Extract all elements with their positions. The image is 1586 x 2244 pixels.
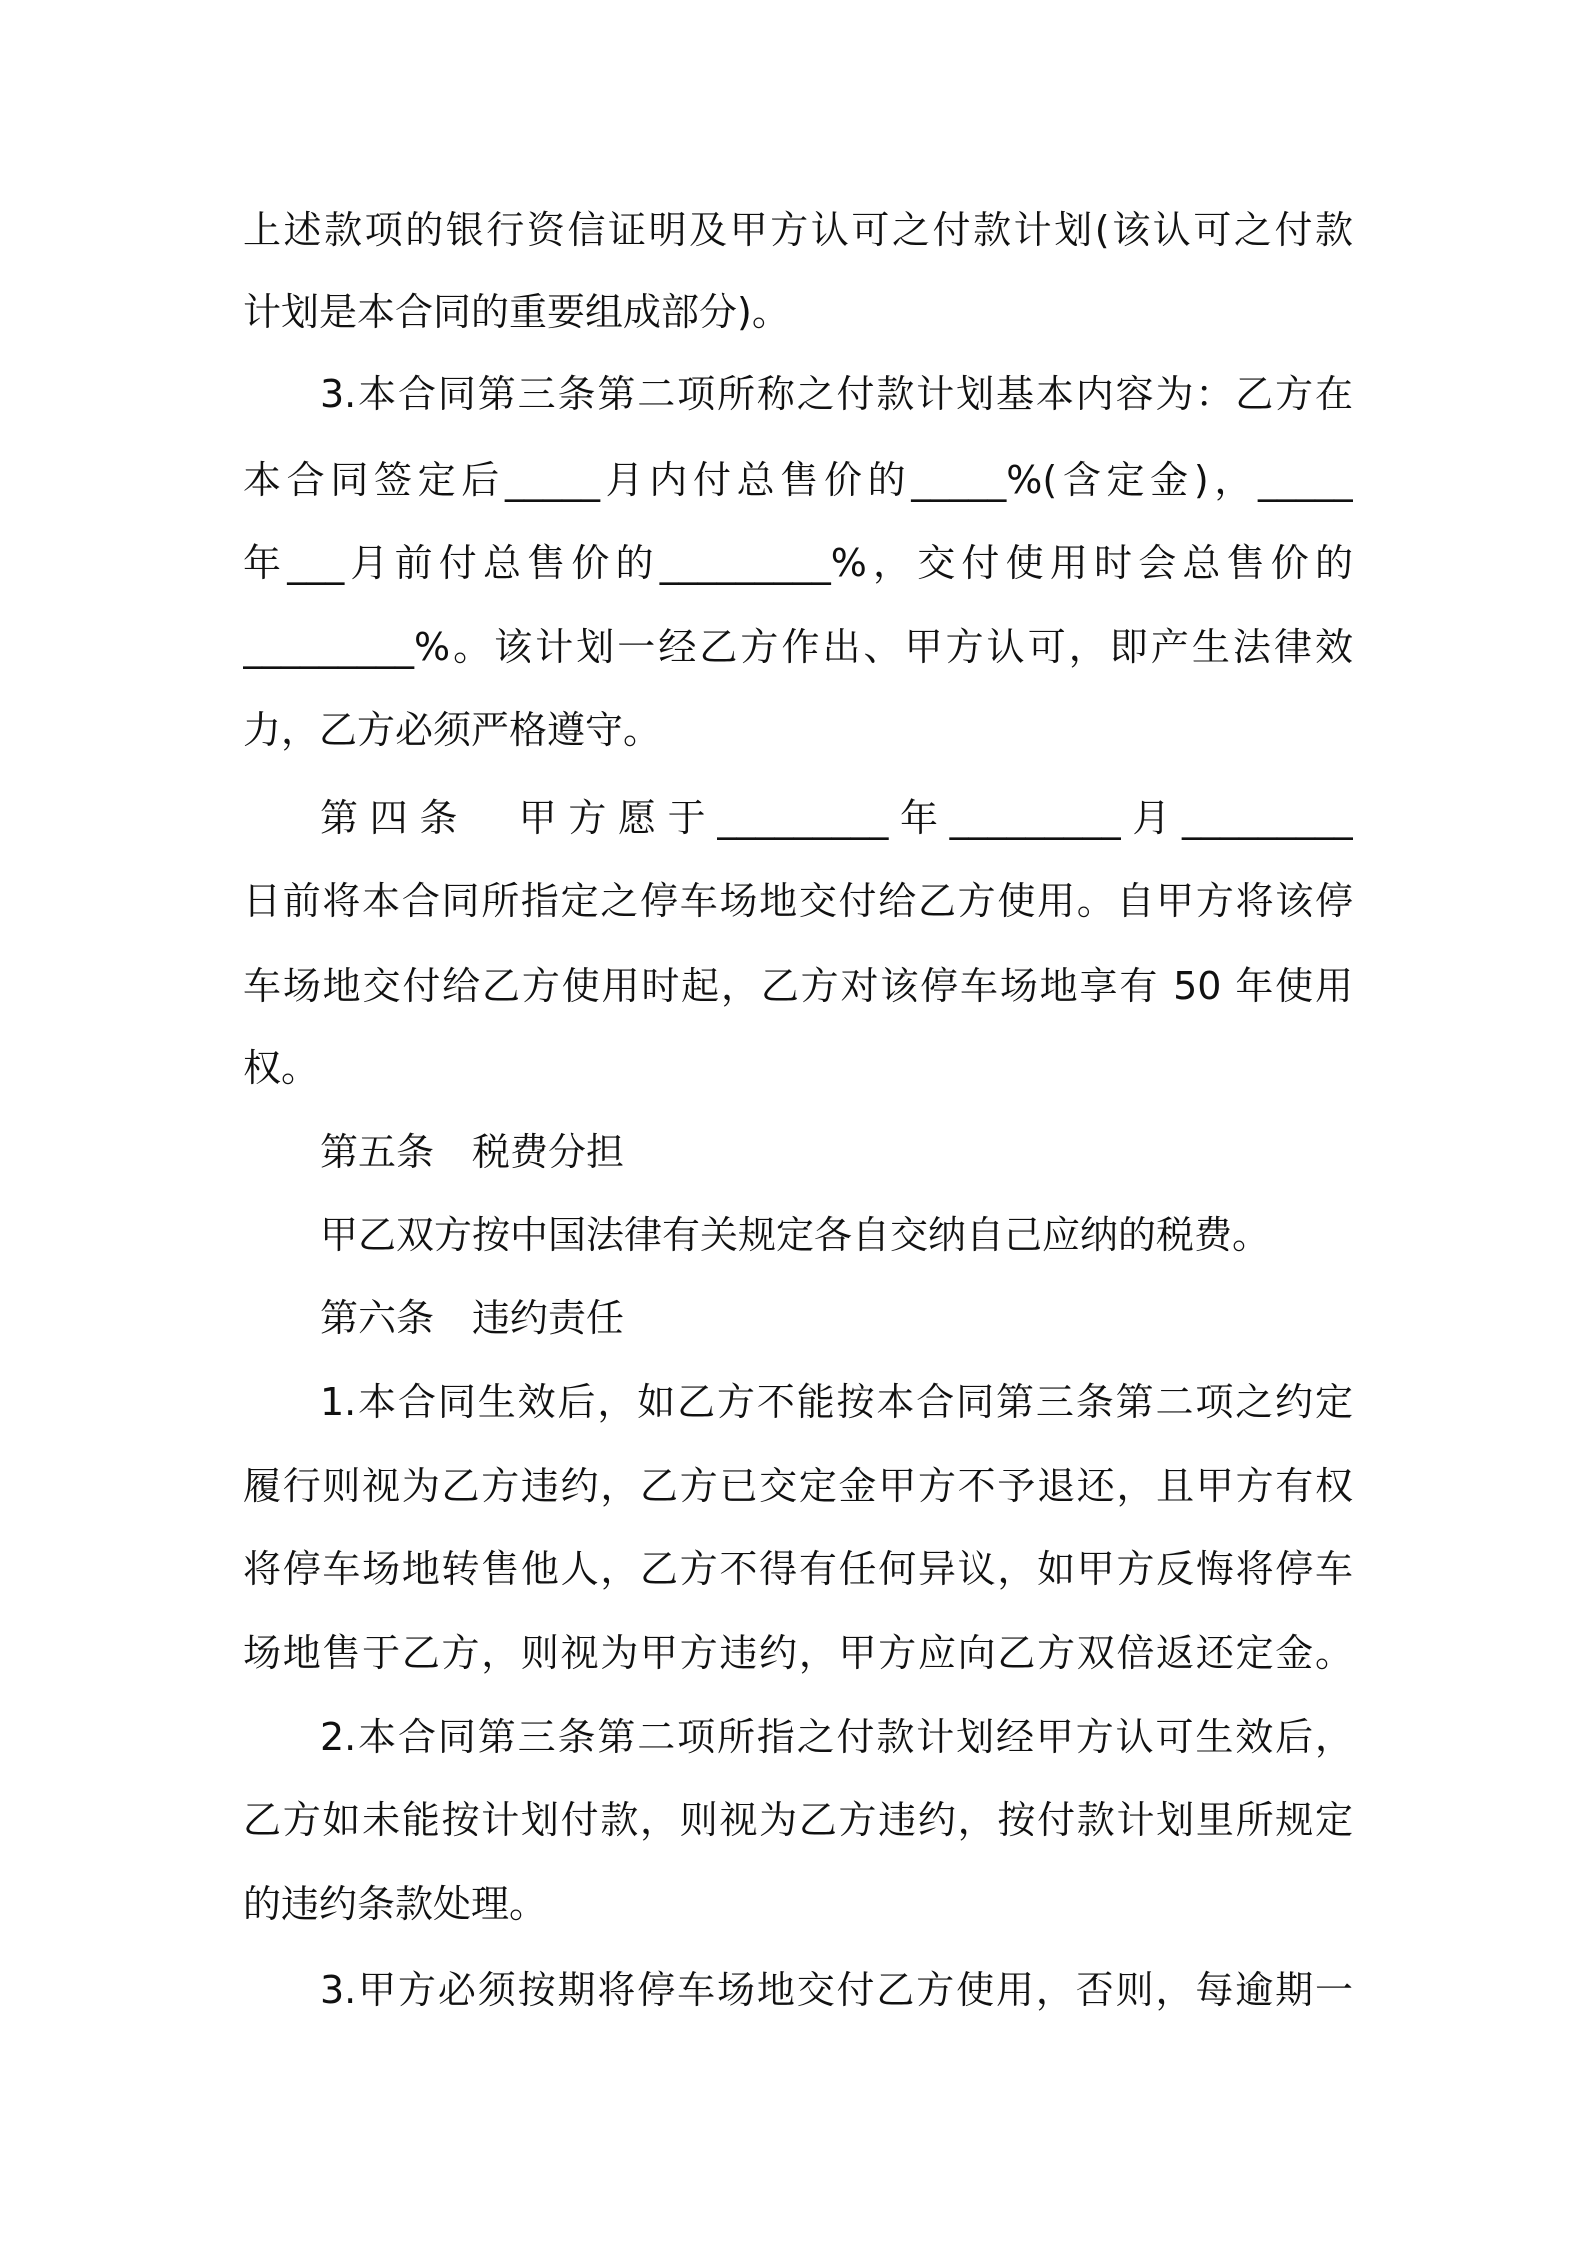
paragraph-line: 日前将本合同所指定之停车场地交付给乙方使用。自甲方将该停 bbox=[243, 879, 1353, 923]
paragraph-line: 本合同签定后_____月内付总售价的_____%(含定金)，_____ bbox=[243, 458, 1353, 502]
paragraph-line: 场地售于乙方，则视为甲方违约，甲方应向乙方双倍返还定金。 bbox=[243, 1631, 1353, 1675]
paragraph-line: 年___月前付总售价的_________%，交付使用时会总售价的 bbox=[243, 541, 1353, 585]
paragraph-line: 乙方如未能按计划付款，则视为乙方违约，按付款计划里所规定 bbox=[243, 1798, 1353, 1842]
paragraph-line: 甲乙双方按中国法律有关规定各自交纳自己应纳的税费。 bbox=[320, 1213, 1271, 1257]
paragraph-line: _________%。该计划一经乙方作出、甲方认可，即产生法律效 bbox=[243, 625, 1353, 669]
paragraph-line: 权。 bbox=[243, 1046, 320, 1090]
paragraph-line: 力，乙方必须严格遵守。 bbox=[243, 708, 662, 752]
paragraph-line: 3.本合同第三条第二项所称之付款计划基本内容为：乙方在 bbox=[320, 372, 1353, 416]
article-heading: 第五条 税费分担 bbox=[320, 1130, 625, 1174]
paragraph-line: 1.本合同生效后，如乙方不能按本合同第三条第二项之约定 bbox=[320, 1380, 1353, 1424]
paragraph-line: 计划是本合同的重要组成部分)。 bbox=[243, 290, 790, 334]
paragraph-line: 上述款项的银行资信证明及甲方认可之付款计划(该认可之付款 bbox=[243, 208, 1353, 252]
article-heading: 第六条 违约责任 bbox=[320, 1296, 625, 1340]
paragraph-line: 的违约条款处理。 bbox=[243, 1882, 548, 1926]
paragraph-line: 3.甲方必须按期将停车场地交付乙方使用，否则，每逾期一 bbox=[320, 1968, 1353, 2012]
paragraph-line: 履行则视为乙方违约，乙方已交定金甲方不予退还，且甲方有权 bbox=[243, 1464, 1353, 1508]
paragraph-line: 车场地交付给乙方使用时起，乙方对该停车场地享有 50 年使用 bbox=[243, 964, 1353, 1008]
paragraph-line: 2.本合同第三条第二项所指之付款计划经甲方认可生效后， bbox=[320, 1715, 1353, 1759]
paragraph-line: 将停车场地转售他人，乙方不得有任何异议，如甲方反悔将停车 bbox=[243, 1547, 1353, 1591]
article-heading: 第四条 甲方愿于_________年_________月_________ bbox=[320, 796, 1353, 840]
